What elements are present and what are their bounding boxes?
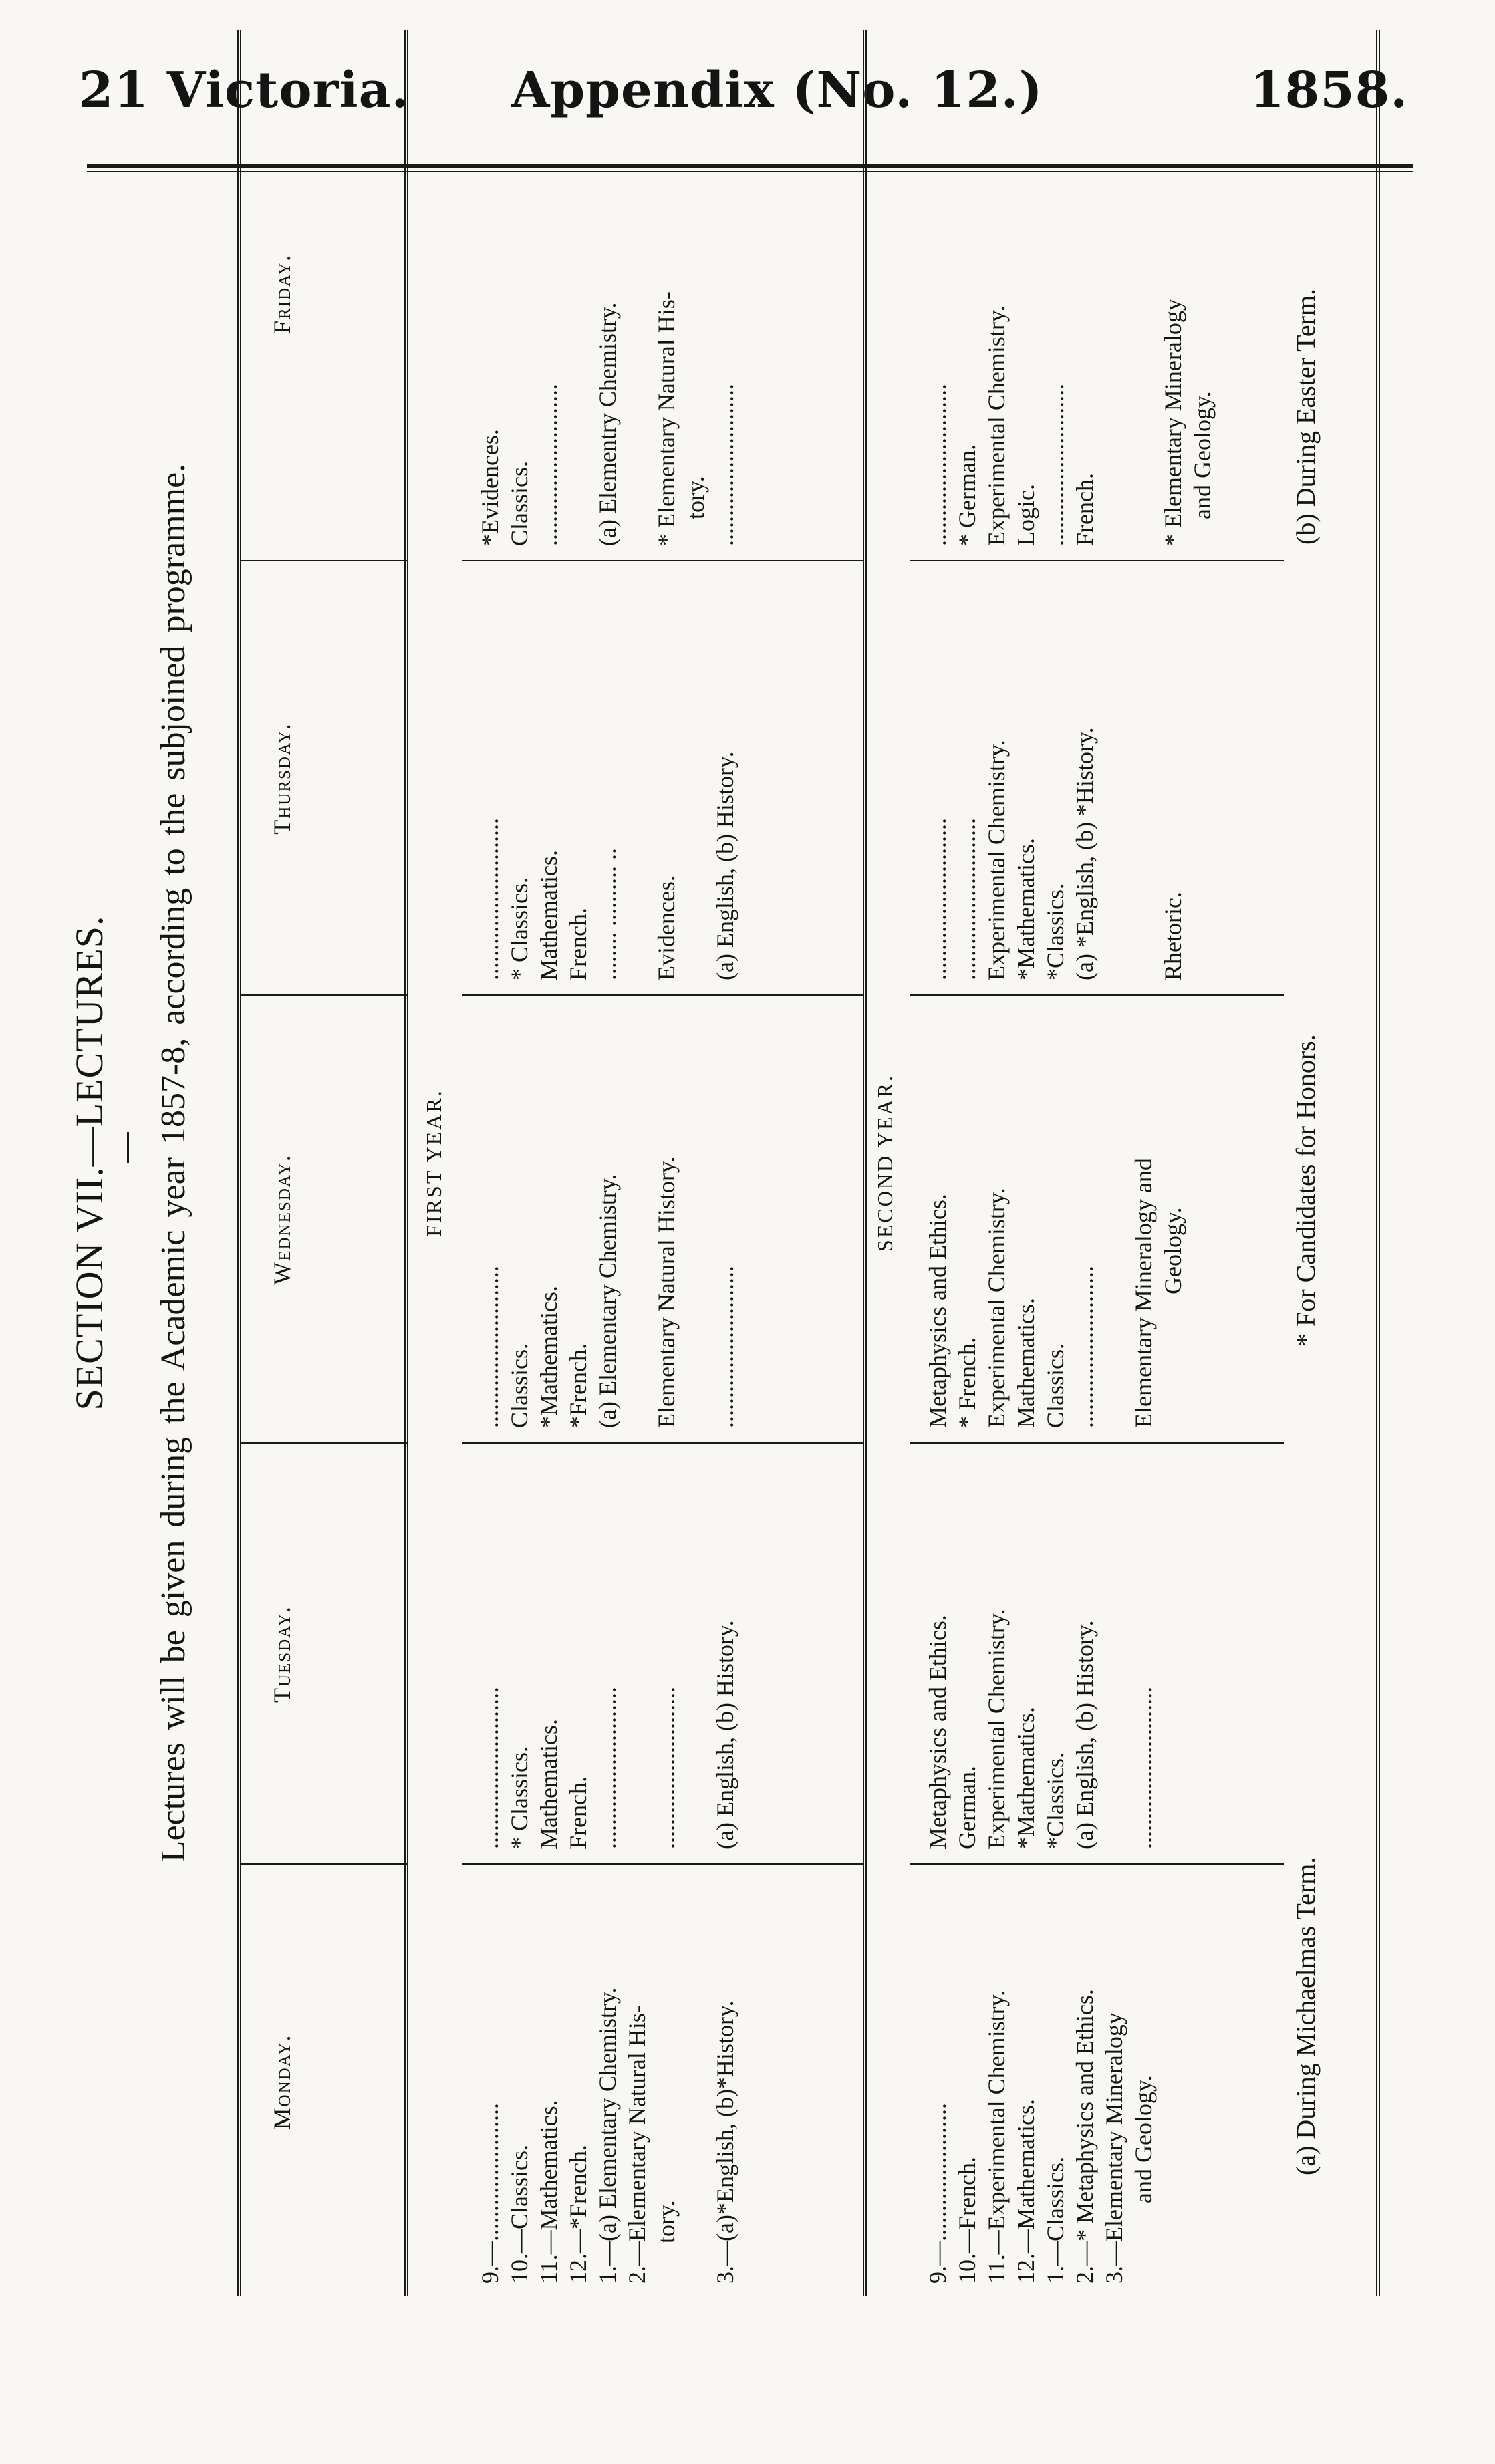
fy-fri-line: * Elementary Natural His- (653, 291, 680, 546)
fy-wed-line (681, 1156, 710, 1428)
fy-thu-line: ........ .......... .. (594, 848, 621, 980)
sy-wed-line: Geology. (1160, 1207, 1186, 1294)
fy-wed-line: ........................... (712, 1266, 738, 1428)
col-rule (241, 994, 408, 996)
title-dash (127, 1132, 129, 1163)
col-rule (462, 560, 863, 561)
sy-thu-line: ........................... (924, 818, 951, 980)
col-rule (462, 994, 863, 996)
fy-thu-line: Mathematics. (535, 850, 562, 980)
fy-tue-line (681, 1620, 710, 1849)
lecture-table (237, 30, 1380, 2296)
fy-thu-line: ........................... (477, 818, 503, 980)
day-header-tuesday: Tuesday. (269, 1605, 295, 1703)
col-rule (462, 1863, 863, 1865)
fy-thu-line: * Classics. (506, 877, 533, 980)
sy-tue-line: ........................... (1130, 1687, 1157, 1849)
sy-tue-line: Metaphysics and Ethics. (924, 1615, 951, 1849)
sy-thu-line: *Mathematics. (1012, 838, 1039, 980)
sy-wed-line: Classics. (1042, 1343, 1069, 1428)
first-year-row (462, 30, 856, 2296)
sy-tue-line: (a) English, (b) History. (1071, 1620, 1098, 1849)
day-header-friday: Friday. (269, 254, 295, 334)
sy-wed-line: Experimental Chemistry. (983, 1188, 1010, 1428)
sy-fri-line: * German. (954, 444, 980, 546)
sy-mon-line: 9.—....................... (924, 2103, 951, 2284)
fy-mon-line: 2.—Elementary Natural His- (624, 2005, 650, 2284)
sy-mon-line: 10.—French. (954, 2157, 980, 2284)
fy-wed-line: *French. (565, 1343, 591, 1428)
fy-fri-line (563, 291, 593, 546)
sy-thu-line: Rhetoric. (1160, 892, 1186, 980)
rotated-lecture-table (67, 30, 1370, 2296)
footnote-a: (a) During Michaelmas Term. (1290, 1857, 1321, 2175)
fy-mon-line (681, 1987, 710, 2284)
sy-fri-line: French. (1071, 473, 1098, 546)
year-separator (863, 30, 867, 2296)
col-rule (910, 994, 1284, 996)
col-rule (241, 560, 408, 561)
footnote-b: (b) During Easter Term. (1290, 288, 1321, 545)
page-header-right: 1858. (1250, 61, 1408, 119)
sy-wed-line: Elementary Mineralogy and (1130, 1158, 1157, 1428)
col-rule (910, 560, 1284, 561)
fy-tue-line (622, 1620, 652, 1849)
first-year-label: FIRST YEAR. (422, 1089, 446, 1237)
footnote-star: * For Candidates for Honors. (1290, 1034, 1321, 1347)
sy-mon-line: 3.—Elementary Mineralogy (1101, 2012, 1127, 2284)
sy-wed-line (1099, 1158, 1129, 1428)
fy-thu-line: French. (565, 908, 591, 980)
sy-thu-line: *Classics. (1042, 883, 1069, 980)
day-header-thursday: Thursday. (269, 722, 295, 835)
fy-mon-line: 11.—Mathematics. (535, 2100, 562, 2284)
second-year-row (910, 30, 1270, 2296)
sy-thu-line (1099, 727, 1129, 980)
sy-fri-line: Experimental Chemistry. (983, 305, 1010, 546)
fy-tuesday (475, 1620, 740, 1849)
fy-fri-line (622, 291, 652, 546)
sy-thu-line (1129, 727, 1158, 980)
sy-wed-line: * French. (954, 1337, 980, 1428)
fy-mon-line: 9.—....................... (477, 2103, 503, 2284)
fy-wednesday (475, 1156, 740, 1428)
fy-thu-line: (a) English, (b) History. (712, 751, 738, 980)
fy-tue-line: ........................... (653, 1687, 680, 1849)
fy-fri-line: tory. (682, 476, 709, 519)
sy-monday (923, 1989, 1158, 2284)
page-header-center: Appendix (No. 12.) (511, 61, 1043, 119)
day-header-wednesday: Wednesday. (269, 1154, 295, 1285)
sy-wed-line: ........................... (1071, 1266, 1098, 1428)
intro-text: Lectures will be given during the Academic year 1857-8, according to the subjoined programme. (154, 463, 192, 1863)
fy-tue-line: Mathematics. (535, 1719, 562, 1849)
sy-tue-line (1099, 1609, 1129, 1849)
col-rule (462, 1442, 863, 1444)
sy-thu-line: (a) *English, (b) *History. (1071, 727, 1098, 980)
sy-thursday (923, 727, 1188, 980)
fy-wed-line: *Mathematics. (535, 1286, 562, 1428)
sy-fri-line (1099, 299, 1129, 546)
sy-tue-line: Experimental Chemistry. (983, 1609, 1010, 1849)
sy-mon-line: and Geology. (1130, 2075, 1157, 2203)
col-rule (910, 1442, 1284, 1444)
sy-fri-line (1129, 299, 1158, 546)
col-rule (241, 1863, 408, 1865)
fy-fri-line: Classics. (506, 460, 533, 546)
col-rule (910, 1863, 1284, 1865)
sy-thu-line: ........................... (954, 818, 980, 980)
sy-thu-line: Experimental Chemistry. (983, 740, 1010, 980)
sy-fri-line: * Elementary Mineralogy (1160, 299, 1186, 546)
fy-tue-line: * Classics. (506, 1746, 533, 1849)
sy-tue-line: *Classics. (1042, 1752, 1069, 1849)
sy-fri-line: ........................... (1042, 384, 1069, 546)
sy-wed-line: Mathematics. (1012, 1298, 1039, 1428)
sy-mon-line: 12.—Mathematics. (1012, 2099, 1039, 2284)
fy-monday (475, 1987, 740, 2284)
fy-fri-line: ........................... (712, 384, 738, 546)
fy-mon-line: 12.—*French. (565, 2145, 591, 2284)
fy-tue-line: ........................... (477, 1687, 503, 1849)
sy-wed-line: Metaphysics and Ethics. (924, 1194, 951, 1428)
fy-tue-line: French. (565, 1776, 591, 1849)
fy-thursday (475, 751, 740, 980)
sy-fri-line: Logic. (1012, 484, 1039, 546)
fy-mon-line: tory. (653, 2200, 680, 2243)
section-title: SECTION VII.—LECTURES. (67, 915, 111, 1411)
sy-tue-line: *Mathematics. (1012, 1707, 1039, 1849)
fy-fri-line: ........................... (535, 384, 562, 546)
fy-friday (475, 291, 740, 546)
sy-friday (923, 299, 1217, 546)
fy-mon-line: 10.—Classics. (506, 2144, 533, 2284)
fy-thu-line: Evidences. (653, 875, 680, 980)
sy-mon-line: 1.—Classics. (1042, 2156, 1069, 2284)
fy-mon-line: 1.—(a) Elementary Chemistry. (594, 1987, 621, 2284)
second-year-label: SECOND YEAR. (873, 1074, 897, 1252)
sy-wednesday (923, 1158, 1188, 1428)
day-header-monday: Monday. (269, 2034, 295, 2130)
fy-wed-line: (a) Elementary Chemistry. (594, 1174, 621, 1428)
col-rule (241, 1442, 408, 1444)
page-header-left: 21 Victoria. (79, 61, 410, 119)
sy-fri-line: and Geology. (1189, 391, 1216, 519)
fy-mon-line: 3.—(a)*English, (b)*History. (712, 2000, 738, 2284)
fy-wed-line: Elementary Natural History. (653, 1156, 680, 1428)
sy-mon-line: 2.—* Metaphysics and Ethics. (1071, 1989, 1098, 2284)
fy-wed-line: Classics. (506, 1343, 533, 1428)
sy-tuesday (923, 1609, 1158, 1849)
day-header-row (241, 30, 408, 2296)
sy-tue-line: German. (954, 1766, 980, 1849)
sy-fri-line: ........................... (924, 384, 951, 546)
fy-tue-line: ........................... (594, 1687, 621, 1849)
fy-wed-line: ........................... (477, 1266, 503, 1428)
sy-mon-line: 11.—Experimental Chemistry. (983, 1990, 1010, 2284)
fy-thu-line (681, 751, 710, 980)
fy-fri-line: (a) Elementry Chemistry. (594, 302, 621, 546)
fy-thu-line (622, 751, 652, 980)
fy-tue-line: (a) English, (b) History. (712, 1620, 738, 1849)
fy-wed-line (622, 1156, 652, 1428)
fy-fri-line: *Evidences. (477, 429, 503, 546)
